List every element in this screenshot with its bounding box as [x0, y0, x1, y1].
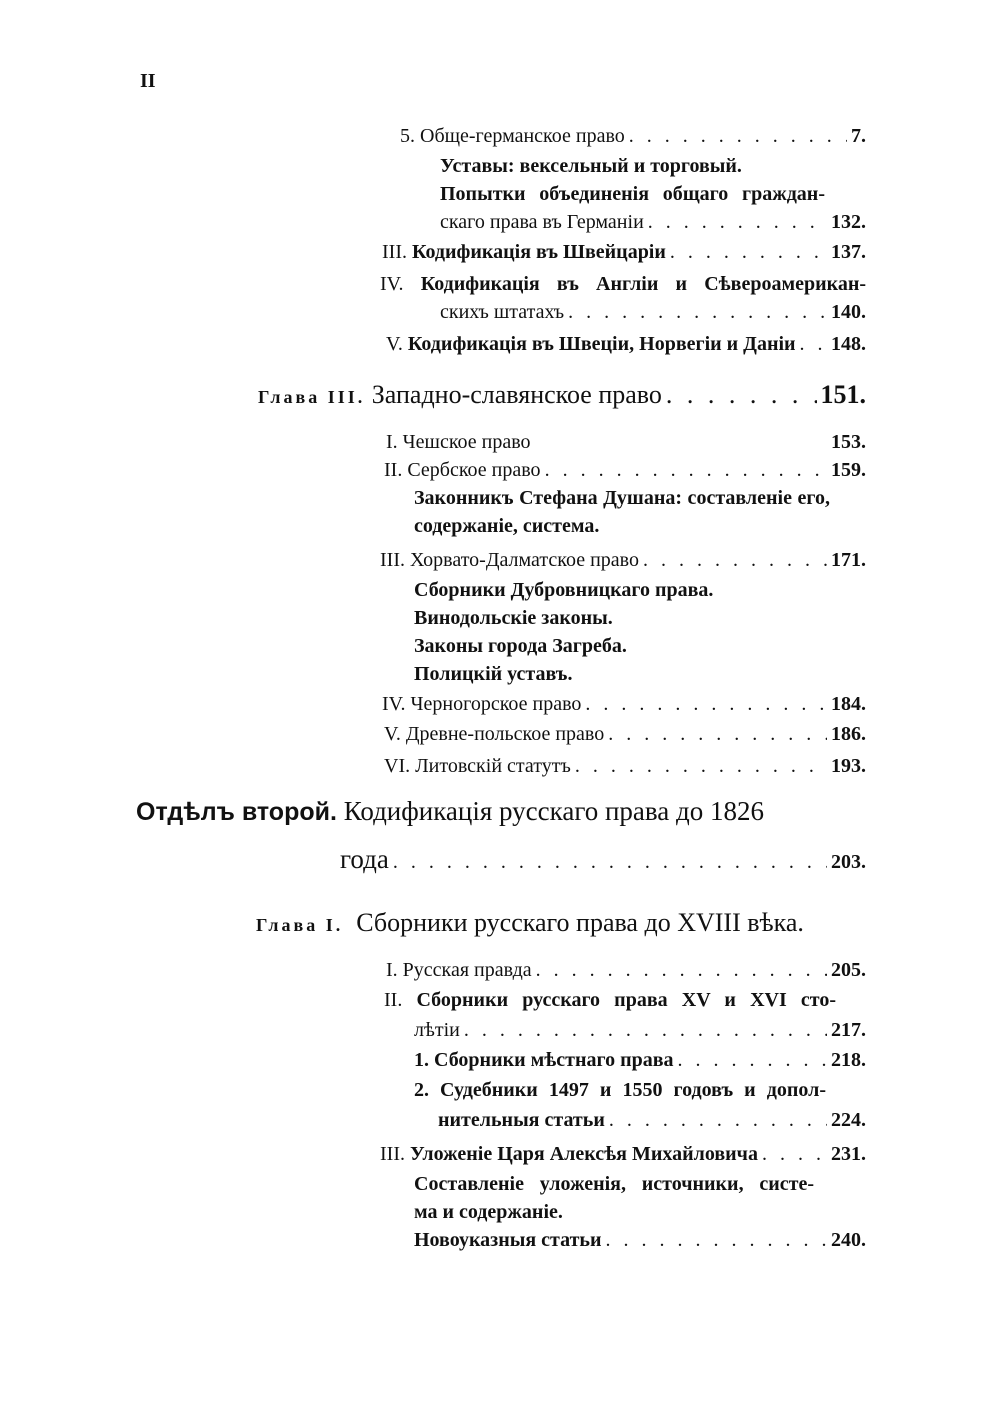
- entry-page: 186.: [831, 723, 866, 745]
- chapter-heading: [256, 906, 816, 942]
- entry-page: 217.: [831, 1019, 866, 1041]
- toc-subline: ма и содержаніе.: [414, 1201, 563, 1223]
- dot-leader: [608, 720, 827, 748]
- entry-title: Хорвато-Далматское право: [409, 549, 639, 571]
- toc-entry: [438, 1106, 866, 1134]
- toc-entry: [380, 270, 866, 298]
- entry-number: IV.: [382, 693, 406, 715]
- chapter-title: Сборники русскаго права до XVIII вѣка.: [356, 908, 804, 937]
- entry-title: Литовскій статутъ: [415, 755, 571, 777]
- dot-leader: [643, 546, 827, 574]
- toc-subline: Полицкій уставъ.: [414, 663, 573, 685]
- toc-entry: [386, 956, 866, 984]
- entry-title: скаго права въ Германіи: [440, 211, 644, 233]
- entry-page: 218.: [831, 1049, 866, 1071]
- entry-title: Уложеніе Царя Алексѣя Михайловича: [409, 1143, 758, 1165]
- toc-subline: содержаніе, система.: [414, 515, 600, 537]
- entry-number: II.: [384, 459, 403, 481]
- dot-leader: [648, 208, 827, 236]
- toc-subline: Уставы: вексельный и торговый.: [440, 155, 742, 177]
- entry-page: 171.: [831, 549, 866, 571]
- entry-title: Сербское право: [407, 459, 541, 481]
- toc-entry: [440, 298, 866, 326]
- toc-entry: [384, 720, 866, 748]
- entry-title: Кодификація въ Швеціи, Норвегіи и Даніи: [407, 333, 796, 355]
- toc-subline: Законы города Загреба.: [414, 635, 627, 657]
- entry-title: Судебники 1497 и 1550 годовъ и допол-: [440, 1079, 826, 1101]
- entry-number: I.: [386, 431, 398, 453]
- dot-leader: [678, 1046, 827, 1074]
- toc-entry: [414, 1226, 866, 1254]
- part-title: года: [340, 844, 389, 874]
- toc-entry: [384, 456, 866, 484]
- entry-page: 240.: [831, 1229, 866, 1251]
- entry-title: нительныя статьи: [438, 1109, 605, 1131]
- dot-leader: [536, 956, 827, 984]
- toc-entry: [414, 1046, 866, 1074]
- dot-leader: [464, 1016, 827, 1044]
- dot-leader: [606, 1226, 827, 1254]
- dot-leader: [800, 330, 827, 358]
- entry-title: Древне-польское право: [405, 723, 605, 745]
- entry-title: Сборники русскаго права XV и XVI сто-: [416, 989, 836, 1011]
- toc-subline: Сборники Дубровницкаго права.: [414, 579, 714, 601]
- entry-page: 132.: [831, 211, 866, 233]
- entry-page: 224.: [831, 1109, 866, 1131]
- part-page: 203.: [831, 851, 866, 873]
- entry-number: III.: [380, 1143, 405, 1165]
- toc-entry: [400, 122, 866, 150]
- dot-leader: [762, 1140, 827, 1168]
- entry-title: Русская правда: [402, 959, 532, 981]
- entry-title: Новоуказныя статьи: [414, 1229, 602, 1251]
- chapter-title: Западно-славянское право: [371, 380, 662, 409]
- entry-page: 184.: [831, 693, 866, 715]
- entry-page: 7.: [851, 125, 866, 147]
- toc-entry: [386, 428, 866, 456]
- toc-entry: [384, 986, 836, 1014]
- toc-entry: [380, 1140, 866, 1168]
- dot-leader: [393, 845, 827, 879]
- entry-title: Черногорское право: [410, 693, 582, 715]
- entry-title: Сборники мѣстнаго права: [434, 1049, 674, 1071]
- toc-subline: Законникъ Стефана Душана: составленіе его,: [414, 487, 830, 509]
- entry-page: 193.: [831, 755, 866, 777]
- entry-number: VI.: [384, 755, 411, 777]
- toc-subline: Винодольскіе законы.: [414, 607, 613, 629]
- part-title: Кодификація русскаго права до 1826: [343, 796, 765, 826]
- entry-number: 5.: [400, 125, 415, 147]
- toc-entry: [380, 546, 866, 574]
- toc-entry: [382, 690, 866, 718]
- toc-subline: Попытки объединенія общаго граждан-: [440, 183, 825, 205]
- entry-number: IV.: [380, 273, 404, 295]
- entry-number: III.: [380, 549, 405, 571]
- entry-page: 140.: [831, 301, 866, 323]
- chapter-label: Глава III.: [258, 387, 366, 407]
- entry-number: 1.: [414, 1049, 429, 1071]
- entry-number: 2.: [414, 1079, 429, 1101]
- entry-number: I.: [386, 959, 398, 981]
- dot-leader: [629, 122, 847, 150]
- dot-leader: [670, 238, 827, 266]
- entry-title: скихъ штатахъ: [440, 301, 565, 323]
- dot-leader: [609, 1106, 827, 1134]
- entry-page: 137.: [831, 241, 866, 263]
- part-heading: [136, 794, 816, 829]
- part-label: Отдѣлъ второй.: [136, 798, 337, 826]
- toc-entry: [382, 238, 866, 266]
- dot-leader: [575, 752, 827, 780]
- entry-page: 153.: [831, 431, 866, 453]
- toc-entry: [440, 208, 866, 236]
- toc-entry: [386, 330, 866, 358]
- entry-page: 231.: [831, 1143, 866, 1165]
- dot-leader: [568, 298, 827, 326]
- toc-entry: [414, 1016, 866, 1044]
- toc-entry: [384, 752, 866, 780]
- toc-subline: Составленіе уложенія, источники, систе-: [414, 1173, 814, 1195]
- dot-leader: [585, 690, 827, 718]
- entry-number: II.: [384, 989, 403, 1011]
- entry-page: 159.: [831, 459, 866, 481]
- page-number: II: [140, 70, 156, 92]
- dot-leader: [666, 378, 817, 412]
- entry-page: 148.: [831, 333, 866, 355]
- chapter-page: 151.: [820, 380, 866, 409]
- entry-title: Кодификація въ Швейцаріи: [411, 241, 666, 263]
- entry-number: V.: [384, 723, 401, 745]
- entry-title: Обще-германское право: [420, 125, 625, 147]
- entry-number: V.: [386, 333, 403, 355]
- part-heading-continued: [340, 842, 866, 879]
- chapter-heading: [258, 378, 866, 414]
- dot-leader: [545, 456, 827, 484]
- entry-number: III.: [382, 241, 407, 263]
- entry-title: Чешское право: [402, 431, 531, 453]
- entry-title: Кодификація въ Англіи и Сѣвероамерикан-: [420, 273, 866, 295]
- entry-page: 205.: [831, 959, 866, 981]
- toc-entry: [414, 1076, 826, 1104]
- chapter-label: Глава I.: [256, 915, 344, 935]
- entry-title: лѣтіи: [414, 1019, 460, 1041]
